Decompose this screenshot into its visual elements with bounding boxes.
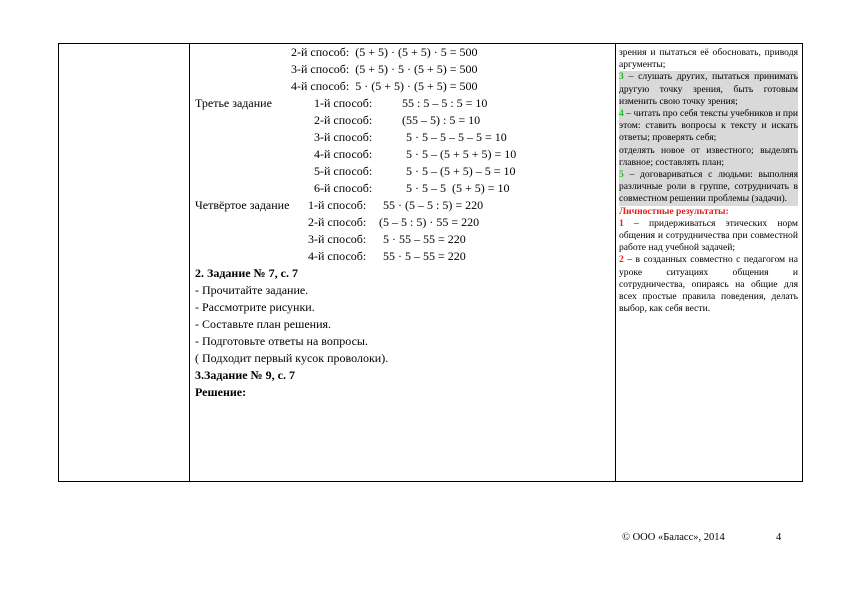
task2-method-2: 2-й способ: (5 + 5) · (5 + 5) · 5 = 500: [291, 45, 478, 59]
task4-title: Четвёртое задание: [195, 198, 290, 212]
solution-label: Решение:: [195, 385, 247, 399]
right-para: 2 – в созданных совместно с педагогом на уроке ситуациях общения и сотрудничества, опираясь на общие для всех простые правила поведения, делать выбор, как себя вести.: [619, 254, 798, 315]
task3-method-expr: 55 : 5 – 5 : 5 = 10: [402, 96, 488, 110]
right-para: 1 – придерживаться этических норм общения и сотрудничества при совместной работе над учебной задачей;: [619, 217, 798, 254]
task3-method-label: 2-й способ:: [314, 113, 373, 127]
task4-method-expr: 55 · 5 – 55 = 220: [383, 249, 466, 263]
right-para: 4 – читать про себя тексты учебников и при этом: ставить вопросы к тексту и искать ответы; проверять себя;: [619, 108, 798, 144]
personal-results-heading: Личностные результаты:: [619, 205, 729, 217]
content-cell: [190, 44, 616, 482]
task3-method-label: 3-й способ:: [314, 130, 373, 144]
task2-method-4: 4-й способ: 5 · (5 + 5) · (5 + 5) = 500: [291, 79, 478, 93]
section2-item: - Рассмотрите рисунки.: [195, 300, 315, 314]
task3-method-expr: 5 · 5 – 5 (5 + 5) = 10: [406, 181, 510, 195]
task2-method-3: 3-й способ: (5 + 5) · 5 · (5 + 5) = 500: [291, 62, 478, 76]
task3-method-label: 4-й способ:: [314, 147, 373, 161]
right-para: зрения и пытаться её обосновать, приводя аргументы;: [619, 47, 798, 71]
section2-item: ( Подходит первый кусок проволоки).: [195, 351, 389, 365]
task3-method-expr: 5 · 5 – (5 + 5) – 5 = 10: [406, 164, 516, 178]
section2-item: - Прочитайте задание.: [195, 283, 309, 297]
task4-method-label: 4-й способ:: [308, 249, 367, 263]
task3-method-expr: (55 – 5) : 5 = 10: [402, 113, 481, 127]
task4-method-expr: 55 · (5 – 5 : 5) = 220: [383, 198, 484, 212]
right-para: отделять новое от известного; выделять главное; составлять план;: [619, 144, 798, 168]
right-para: 5 – договариваться с людьми: выполняя различные роли в группе, сотрудничать в совместном решении проблемы (задачи).: [619, 169, 798, 205]
task3-method-label: 6-й способ:: [314, 181, 373, 195]
results-cell: [616, 44, 803, 482]
section2-heading: 2. Задание № 7, с. 7: [195, 266, 298, 280]
section2-item: - Подготовьте ответы на вопросы.: [195, 334, 368, 348]
task4-method-expr: 5 · 55 – 55 = 220: [383, 232, 466, 246]
empty-left-cell: [59, 44, 190, 482]
task3-method-label: 1-й способ:: [314, 96, 373, 110]
task4-method-expr: (5 – 5 : 5) · 55 = 220: [379, 215, 480, 229]
task4-method-label: 1-й способ:: [308, 198, 367, 212]
task3-method-label: 5-й способ:: [314, 164, 373, 178]
task4-method-label: 2-й способ:: [308, 215, 367, 229]
section2-item: - Составьте план решения.: [195, 317, 332, 331]
task4-method-label: 3-й способ:: [308, 232, 367, 246]
lesson-table: [58, 43, 803, 482]
task3-method-expr: 5 · 5 – (5 + 5 + 5) = 10: [406, 147, 517, 161]
task3-title: Третье задание: [195, 96, 272, 110]
right-para: 3 – слушать других, пытаться принимать другую точку зрения, быть готовым изменить свою точку зрения;: [619, 71, 798, 107]
task3-method-expr: 5 · 5 – 5 – 5 – 5 = 10: [406, 130, 507, 144]
page-number: 4: [776, 532, 782, 543]
copyright-footer: © ООО «Баласс», 2014: [622, 532, 725, 543]
section3-heading: 3.Задание № 9, с. 7: [195, 368, 295, 382]
